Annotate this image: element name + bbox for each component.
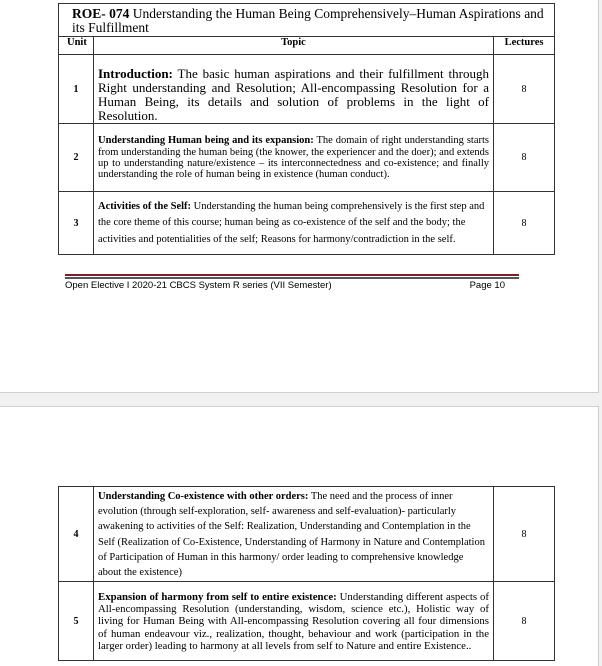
unit-text: Understanding different aspects of All-encompassing Resolution (understanding, wisdom, science etc.), Holistic way of living for Human Being with All-encompassing Resolution covering all four dimensions of human endeavour viz., realization, thought, behaviour and work (participation in the larger order) leading to harmony at all levels from self to Nature and entire Existence.. <box>98 591 490 652</box>
header-unit: Unit <box>59 37 94 55</box>
course-title <box>59 4 555 37</box>
table-row <box>59 487 555 582</box>
unit-lectures: 8 <box>494 582 555 661</box>
unit-lectures: 8 <box>494 487 555 582</box>
unit-lectures: 8 <box>494 124 555 192</box>
unit-number: 4 <box>59 487 94 582</box>
unit-topic <box>94 582 494 661</box>
document-page-2 <box>0 406 599 666</box>
page-number: Page 10 <box>469 280 505 291</box>
table-row <box>59 124 555 192</box>
unit-lectures: 8 <box>494 192 555 255</box>
unit-number: 1 <box>59 55 94 124</box>
footer-left-text: Open Elective I 2020-21 CBCS System R series (VII Semester) <box>65 280 332 291</box>
unit-number: 2 <box>59 124 94 192</box>
table-row <box>59 192 555 255</box>
unit-topic <box>94 124 494 192</box>
syllabus-table-2 <box>58 486 555 661</box>
syllabus-table-1 <box>58 3 555 255</box>
unit-topic <box>94 192 494 255</box>
course-code: ROE- 074 <box>72 6 130 21</box>
unit-number: 5 <box>59 582 94 661</box>
unit-topic <box>94 487 494 582</box>
table-row <box>59 55 555 124</box>
unit-text: Understanding the human being comprehensively is the first step and the core theme of this course; human being as co-existence of the self and the body; the activities and potentialities of the self; Reasons for harmony/contradiction in the self. <box>98 201 485 245</box>
unit-heading: Understanding Human being and its expansion: <box>98 135 314 147</box>
course-title-row <box>59 4 555 37</box>
header-lectures: Lectures <box>494 37 555 55</box>
unit-heading: Understanding Co-existence with other orders: <box>98 490 309 502</box>
unit-heading: Activities of the Self: <box>98 201 192 213</box>
unit-text: The basic human aspirations and their fulfillment through Right understanding and Resolution; All-encompassing Resolution for a Human Being, its details and solution of problems in the light of Resolution. <box>98 66 489 123</box>
table-header-row <box>59 37 555 55</box>
course-name: Understanding the Human Being Comprehensively–Human Aspirations and its Fulfillment <box>72 6 544 35</box>
unit-text: The domain of right understanding starts from understanding the human being (the knower, the experiencer and the doer); and extends up to understanding nature/existence – its interconnectedness and co-existence; and finally understanding the role of human being in existence (human conduct). <box>98 135 489 181</box>
unit-heading: Introduction: <box>98 66 173 82</box>
table-row <box>59 582 555 661</box>
header-topic: Topic <box>94 37 494 55</box>
unit-heading: Expansion of harmony from self to entire existence: <box>98 591 337 604</box>
unit-lectures: 8 <box>494 55 555 124</box>
unit-number: 3 <box>59 192 94 255</box>
unit-topic <box>94 55 494 124</box>
unit-text: The need and the process of inner evolution (through self-exploration, self- awareness and self-evaluation)- particularly awakening to activities of the Self: Realization, Understanding and Contemplation in the Self (Realization of Co-Existence, Understanding of Harmony in Nature and Contemplation of Participation of Human in this harmony/ order leading to comprehensive knowledge about the existence) <box>98 490 485 579</box>
